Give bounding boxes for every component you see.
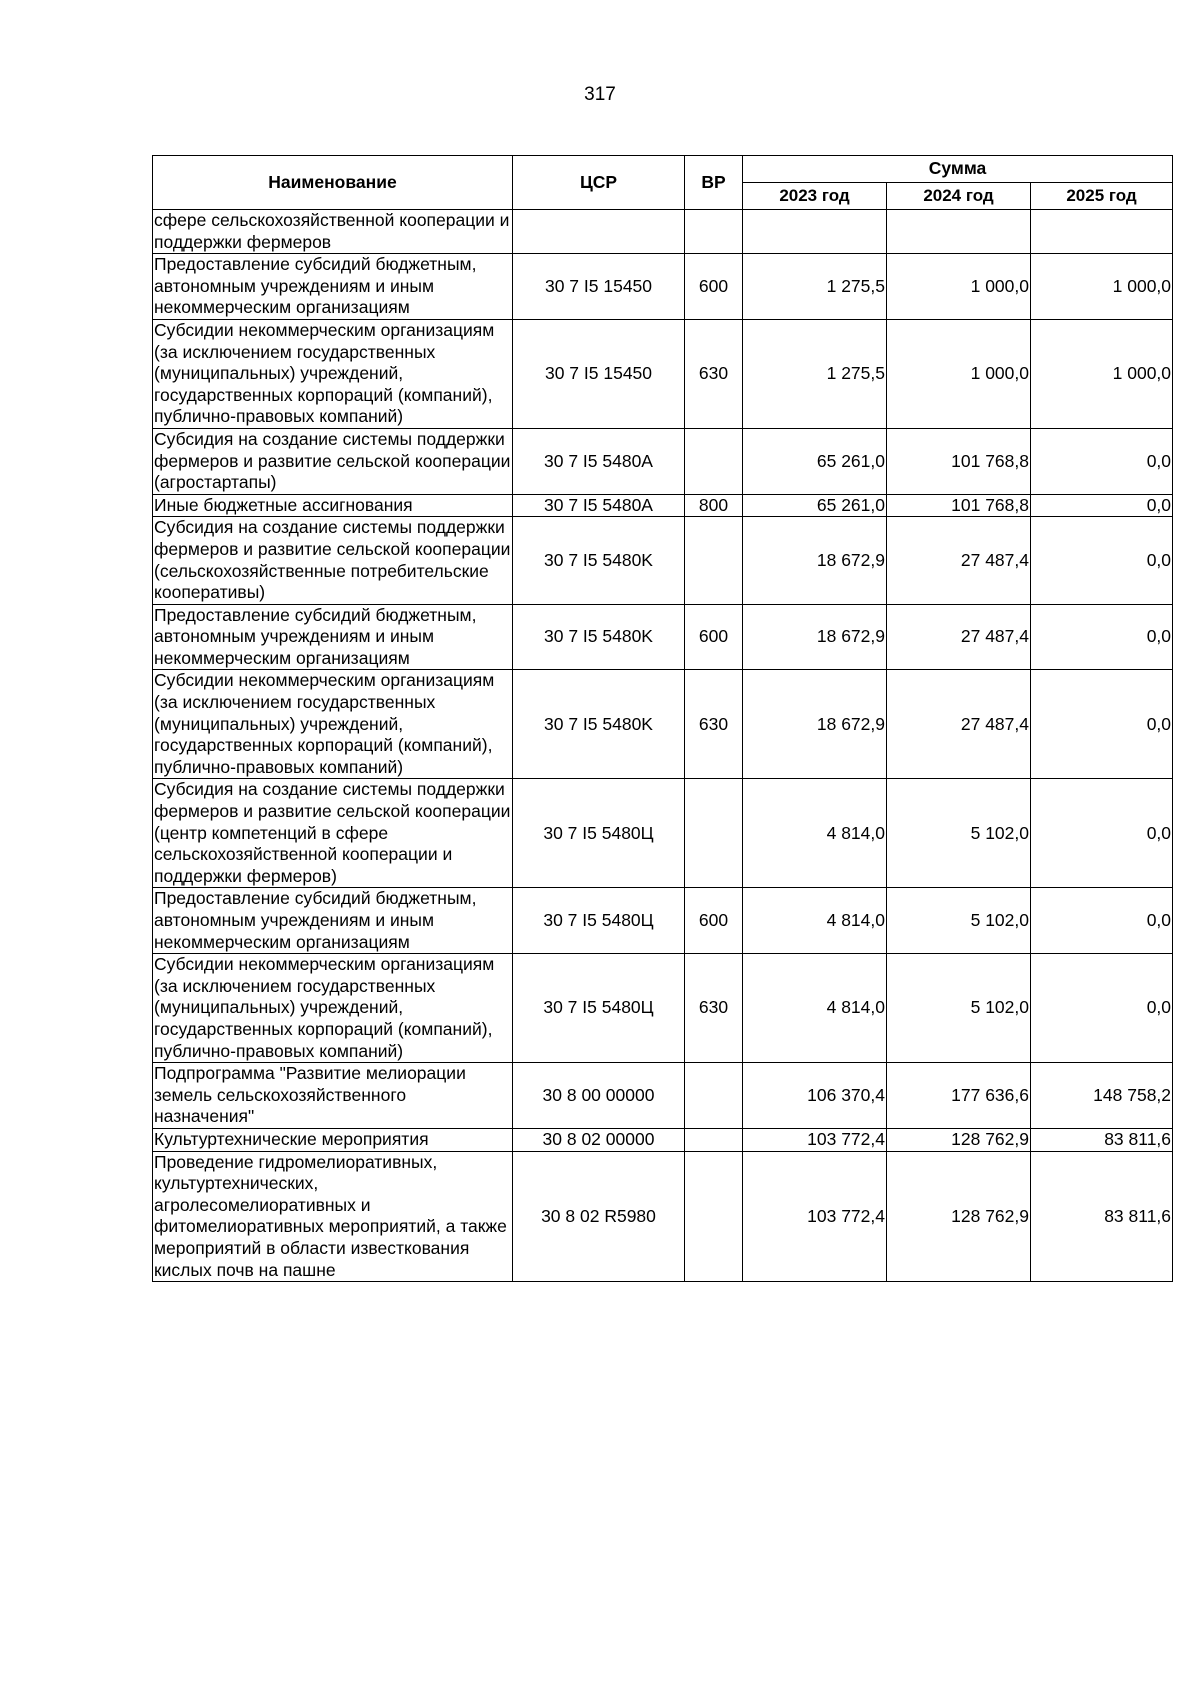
cell-2023: 4 814,0: [743, 779, 887, 888]
cell-2024: 5 102,0: [887, 779, 1031, 888]
cell-name: Субсидии некоммерческим организациям (за исключением государственных (муниципальных) учреждений, государственных корпораций (компаний), публично-правовых компаний): [153, 954, 513, 1063]
cell-name: Субсидия на создание системы поддержки фермеров и развитие сельской кооперации (центр компетенций в сфере сельскохозяйственной кооперации и поддержки фермеров): [153, 779, 513, 888]
cell-name: Субсидия на создание системы поддержки фермеров и развитие сельской кооперации (агростартапы): [153, 428, 513, 494]
cell-csr: 30 7 I5 5480K: [513, 604, 685, 670]
table-row: [153, 210, 1173, 254]
cell-2023: 18 672,9: [743, 670, 887, 779]
cell-2024: 27 487,4: [887, 517, 1031, 604]
header-year-2023: 2023 год: [743, 183, 887, 210]
cell-2023: 1 275,5: [743, 254, 887, 320]
cell-name: Субсидии некоммерческим организациям (за исключением государственных (муниципальных) учреждений, государственных корпораций (компаний), публично-правовых компаний): [153, 670, 513, 779]
table-body: [153, 210, 1173, 1282]
cell-csr: 30 8 02 00000: [513, 1128, 685, 1151]
budget-table: [152, 155, 1173, 1282]
cell-csr: 30 7 I5 15450: [513, 319, 685, 428]
cell-2024: [887, 210, 1031, 254]
cell-2023: 18 672,9: [743, 517, 887, 604]
table-row: [153, 319, 1173, 428]
cell-2023: 103 772,4: [743, 1128, 887, 1151]
table-row: [153, 954, 1173, 1063]
cell-name: Иные бюджетные ассигнования: [153, 494, 513, 517]
cell-2024: 177 636,6: [887, 1063, 1031, 1129]
cell-name: Подпрограмма "Развитие мелиорации земель сельскохозяйственного назначения": [153, 1063, 513, 1129]
cell-2023: [743, 210, 887, 254]
cell-2025: 1 000,0: [1031, 254, 1173, 320]
cell-2023: 106 370,4: [743, 1063, 887, 1129]
cell-2024: 5 102,0: [887, 888, 1031, 954]
cell-name: Культуртехнические мероприятия: [153, 1128, 513, 1151]
cell-2025: 0,0: [1031, 670, 1173, 779]
cell-2024: 101 768,8: [887, 494, 1031, 517]
cell-2023: 4 814,0: [743, 888, 887, 954]
cell-csr: 30 8 02 R5980: [513, 1151, 685, 1282]
cell-name: Предоставление субсидий бюджетным, автономным учреждениям и иным некоммерческим организациям: [153, 888, 513, 954]
cell-name: сфере сельскохозяйственной кооперации и поддержки фермеров: [153, 210, 513, 254]
cell-name: Предоставление субсидий бюджетным, автономным учреждениям и иным некоммерческим организациям: [153, 254, 513, 320]
table-row: [153, 494, 1173, 517]
cell-2025: 0,0: [1031, 517, 1173, 604]
cell-csr: 30 7 I5 5480Ц: [513, 779, 685, 888]
cell-2025: 1 000,0: [1031, 319, 1173, 428]
cell-csr: 30 7 I5 15450: [513, 254, 685, 320]
header-year-2025: 2025 год: [1031, 183, 1173, 210]
cell-vr: [685, 779, 743, 888]
cell-csr: [513, 210, 685, 254]
cell-name: Предоставление субсидий бюджетным, автономным учреждениям и иным некоммерческим организациям: [153, 604, 513, 670]
cell-2024: 101 768,8: [887, 428, 1031, 494]
cell-vr: [685, 1063, 743, 1129]
cell-vr: 600: [685, 888, 743, 954]
cell-2025: 0,0: [1031, 954, 1173, 1063]
table-row: [153, 1063, 1173, 1129]
cell-vr: [685, 517, 743, 604]
cell-2023: 65 261,0: [743, 428, 887, 494]
cell-vr: [685, 1151, 743, 1282]
cell-name: Субсидия на создание системы поддержки фермеров и развитие сельской кооперации (сельскохозяйственные потребительские кооперативы): [153, 517, 513, 604]
table-row: [153, 670, 1173, 779]
table-row: [153, 1151, 1173, 1282]
cell-2023: 65 261,0: [743, 494, 887, 517]
table-row: [153, 428, 1173, 494]
cell-2024: 128 762,9: [887, 1128, 1031, 1151]
cell-2023: 18 672,9: [743, 604, 887, 670]
cell-2025: 0,0: [1031, 888, 1173, 954]
header-vr: ВР: [685, 156, 743, 210]
header-sum: Сумма: [743, 156, 1173, 183]
cell-2024: 1 000,0: [887, 254, 1031, 320]
cell-csr: 30 7 I5 5480K: [513, 517, 685, 604]
cell-csr: 30 7 I5 5480A: [513, 428, 685, 494]
cell-2024: 27 487,4: [887, 604, 1031, 670]
table-row: [153, 517, 1173, 604]
header-csr: ЦСР: [513, 156, 685, 210]
cell-vr: [685, 428, 743, 494]
cell-2023: 103 772,4: [743, 1151, 887, 1282]
cell-csr: 30 7 I5 5480A: [513, 494, 685, 517]
cell-vr: 630: [685, 954, 743, 1063]
cell-vr: 800: [685, 494, 743, 517]
cell-vr: [685, 210, 743, 254]
cell-2025: [1031, 210, 1173, 254]
cell-2024: 5 102,0: [887, 954, 1031, 1063]
cell-2025: 83 811,6: [1031, 1128, 1173, 1151]
cell-2025: 148 758,2: [1031, 1063, 1173, 1129]
table-row: [153, 1128, 1173, 1151]
cell-vr: 600: [685, 254, 743, 320]
table-header: [153, 156, 1173, 210]
cell-2023: 1 275,5: [743, 319, 887, 428]
cell-2024: 27 487,4: [887, 670, 1031, 779]
cell-2025: 0,0: [1031, 428, 1173, 494]
cell-vr: [685, 1128, 743, 1151]
cell-csr: 30 7 I5 5480Ц: [513, 888, 685, 954]
cell-vr: 600: [685, 604, 743, 670]
cell-vr: 630: [685, 319, 743, 428]
cell-2025: 83 811,6: [1031, 1151, 1173, 1282]
page-number: 317: [584, 84, 616, 105]
cell-name: Субсидии некоммерческим организациям (за исключением государственных (муниципальных) учреждений, государственных корпораций (компаний), публично-правовых компаний): [153, 319, 513, 428]
cell-csr: 30 8 00 00000: [513, 1063, 685, 1129]
cell-name: Проведение гидромелиоративных, культуртехнических, агролесомелиоративных и фитомелиоративных мероприятий, а также мероприятий в области известкования кислых почв на пашне: [153, 1151, 513, 1282]
table-row: [153, 779, 1173, 888]
cell-2024: 128 762,9: [887, 1151, 1031, 1282]
cell-2023: 4 814,0: [743, 954, 887, 1063]
cell-csr: 30 7 I5 5480K: [513, 670, 685, 779]
cell-2025: 0,0: [1031, 494, 1173, 517]
cell-vr: 630: [685, 670, 743, 779]
cell-2025: 0,0: [1031, 779, 1173, 888]
cell-2024: 1 000,0: [887, 319, 1031, 428]
table-row: [153, 604, 1173, 670]
header-year-2024: 2024 год: [887, 183, 1031, 210]
header-name: Наименование: [153, 156, 513, 210]
cell-csr: 30 7 I5 5480Ц: [513, 954, 685, 1063]
cell-2025: 0,0: [1031, 604, 1173, 670]
table-row: [153, 888, 1173, 954]
table-row: [153, 254, 1173, 320]
